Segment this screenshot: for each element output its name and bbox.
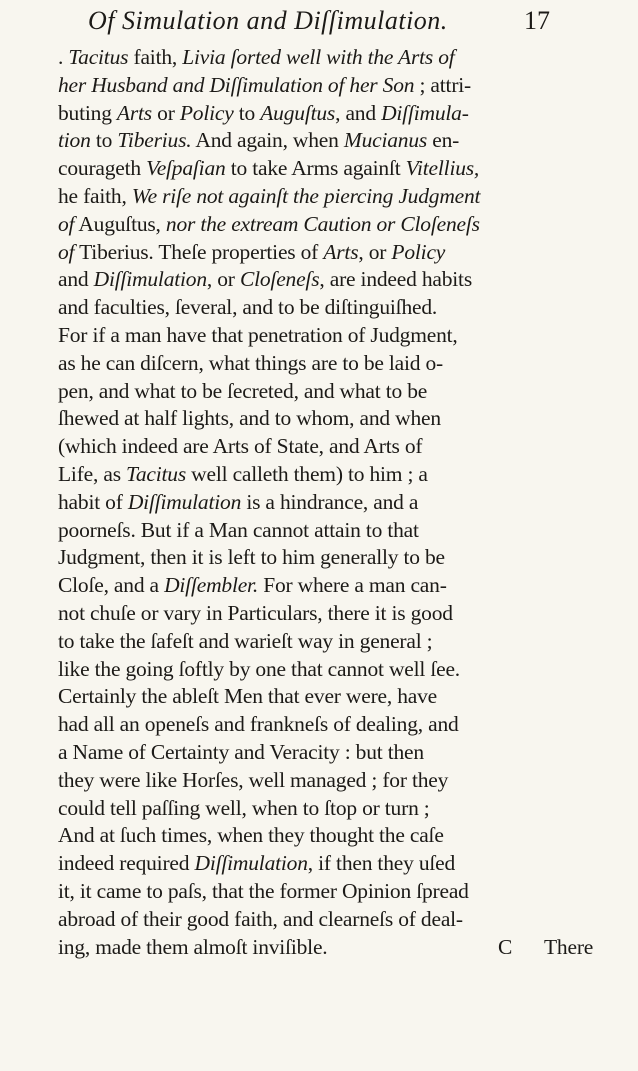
- running-header: [88, 6, 548, 40]
- italic-run: Livia ſorted well with the Arts of: [182, 45, 455, 69]
- text-line: [58, 878, 558, 906]
- text-run: ſhewed at half lights, and to whom, and when: [58, 406, 441, 431]
- text-run: indeed required: [58, 851, 195, 876]
- text-line: [58, 795, 558, 823]
- italic-run: Diſſimulation: [127, 489, 242, 514]
- text-run: like the going ſoftly by one that cannot well ſee.: [58, 656, 460, 681]
- text-line: [58, 127, 558, 155]
- signature-mark: C: [498, 934, 513, 959]
- text-line: [58, 378, 558, 406]
- italic-run: Tiberius.: [117, 128, 192, 153]
- text-run: it, it came to paſs, that the former Opinion ſpread: [58, 878, 469, 903]
- text-run: , or: [206, 267, 240, 292]
- text-line: [58, 767, 558, 795]
- italic-run: Diſſimula-: [381, 100, 469, 125]
- text-run: And at ſuch times, when they thought the caſe: [58, 823, 444, 848]
- page-number: 17: [524, 6, 550, 35]
- text-run: is a hindrance, and a: [241, 489, 419, 514]
- italic-run: Policy: [391, 239, 446, 264]
- text-run: to take the ſafeſt and warieſt way in general ;: [58, 628, 433, 653]
- text-run: could tell paſſing well, when to ſtop or turn ;: [58, 795, 430, 820]
- italic-run: Tacitus: [68, 45, 129, 69]
- text-run: And again, when: [191, 128, 344, 153]
- text-line: [58, 572, 558, 600]
- text-run: courageth: [58, 156, 147, 181]
- text-run: For where a man can-: [258, 573, 447, 598]
- text-run: Auguſtus,: [74, 211, 166, 236]
- italic-run: her Husband and Diſſimulation of her Son: [58, 72, 415, 97]
- text-run: to take Arms againſt: [225, 156, 406, 181]
- text-run: Tiberius. Theſe properties of: [74, 239, 324, 264]
- italic-run: tion: [58, 128, 91, 153]
- text-run: en-: [427, 128, 460, 153]
- text-run: Certainly the ableſt Men that ever were, have: [58, 684, 438, 709]
- italic-run: Diſſimulation: [194, 851, 308, 876]
- text-line: [58, 461, 558, 489]
- text-run: , are indeed habits: [319, 267, 472, 292]
- text-line: [58, 489, 558, 517]
- text-line: [58, 211, 558, 239]
- text-run: (which indeed are Arts of State, and Arts of: [58, 434, 423, 459]
- text-line: [58, 517, 558, 545]
- text-line: [58, 822, 558, 850]
- text-line: [58, 350, 558, 378]
- text-line: [58, 100, 558, 128]
- text-line: [58, 44, 558, 72]
- italic-run: Cloſeneſs: [239, 267, 320, 292]
- text-run: pen, and what to be ſecreted, and what to be: [58, 378, 428, 403]
- italic-run: of: [58, 211, 75, 236]
- text-run: he faith,: [58, 183, 132, 208]
- italic-run: nor the extream Caution or Cloſeneſs: [165, 211, 480, 236]
- text-line: [58, 239, 558, 267]
- text-run: , if then they uſed: [307, 851, 456, 876]
- text-line: [58, 711, 558, 739]
- text-run: faith,: [128, 45, 183, 69]
- text-line: [58, 850, 558, 878]
- text-run: or: [151, 100, 180, 125]
- text-line: [58, 683, 558, 711]
- text-run: Judgment, then it is left to him generally to be: [58, 545, 445, 570]
- italic-run: Vitellius,: [405, 156, 480, 181]
- text-run: habit of: [58, 489, 128, 514]
- running-title: Of Simulation and Diſſimulation.: [88, 6, 448, 35]
- text-run: and: [58, 267, 94, 292]
- italic-run: Policy: [179, 100, 234, 125]
- text-line: [58, 739, 558, 767]
- text-line: [58, 266, 558, 294]
- italic-run: Diſſembler.: [164, 573, 259, 598]
- text-run: poorneſs. But if a Man cannot attain to that: [58, 517, 419, 542]
- text-run: to: [233, 100, 261, 125]
- italic-run: We riſe not againſt the piercing Judgment: [131, 183, 481, 208]
- text-run: Life, as: [58, 461, 127, 486]
- text-run: ; attri-: [414, 72, 472, 97]
- italic-run: Mucianus: [343, 128, 428, 153]
- italic-run: Diſſimulation: [93, 267, 207, 292]
- text-run: , or: [358, 239, 392, 264]
- italic-run: Tacitus: [126, 461, 186, 486]
- text-run: and faculties, ſeveral, and to be diſtinguiſhed.: [58, 295, 438, 320]
- text-run: Cloſe, and a: [58, 573, 165, 598]
- text-line: [58, 656, 558, 684]
- italic-run: of: [58, 239, 75, 264]
- text-line: [58, 906, 558, 934]
- text-run: .: [58, 45, 69, 69]
- italic-run: Arts: [116, 100, 152, 125]
- text-line: [58, 628, 558, 656]
- text-line: [58, 433, 558, 461]
- text-run: to: [90, 128, 118, 153]
- text-run: had all an openeſs and frankneſs of dealing, and: [58, 712, 459, 737]
- text-line: [58, 155, 558, 183]
- text-line: [58, 322, 558, 350]
- text-run: not chuſe or vary in Particulars, there it is good: [58, 600, 453, 625]
- text-run: as he can diſcern, what things are to be laid o-: [58, 350, 444, 375]
- text-line: [58, 294, 558, 322]
- text-run: abroad of their good faith, and clearneſs of deal-: [58, 906, 463, 931]
- body-text: [58, 44, 594, 961]
- text-line: [58, 183, 558, 211]
- text-run: buting: [58, 100, 117, 125]
- text-run: For if a man have that penetration of Judgment,: [58, 322, 458, 347]
- italic-run: Arts: [323, 239, 359, 264]
- text-run: they were like Horſes, well managed ; for they: [58, 767, 449, 792]
- italic-run: Veſpaſian: [146, 156, 226, 181]
- catchword: There: [544, 934, 594, 959]
- text-run: , and: [335, 100, 382, 125]
- text-line: [58, 405, 558, 433]
- text-run: well calleth them) to him ; a: [186, 461, 428, 486]
- text-line: [58, 600, 558, 628]
- text-line: [58, 72, 558, 100]
- text-line: [58, 544, 558, 572]
- text-run: a Name of Certainty and Veracity : but then: [58, 739, 424, 764]
- last-line: [58, 934, 594, 962]
- italic-run: Auguſtus: [260, 100, 336, 125]
- last-line-text: ing, made them almoſt inviſible.: [58, 934, 328, 959]
